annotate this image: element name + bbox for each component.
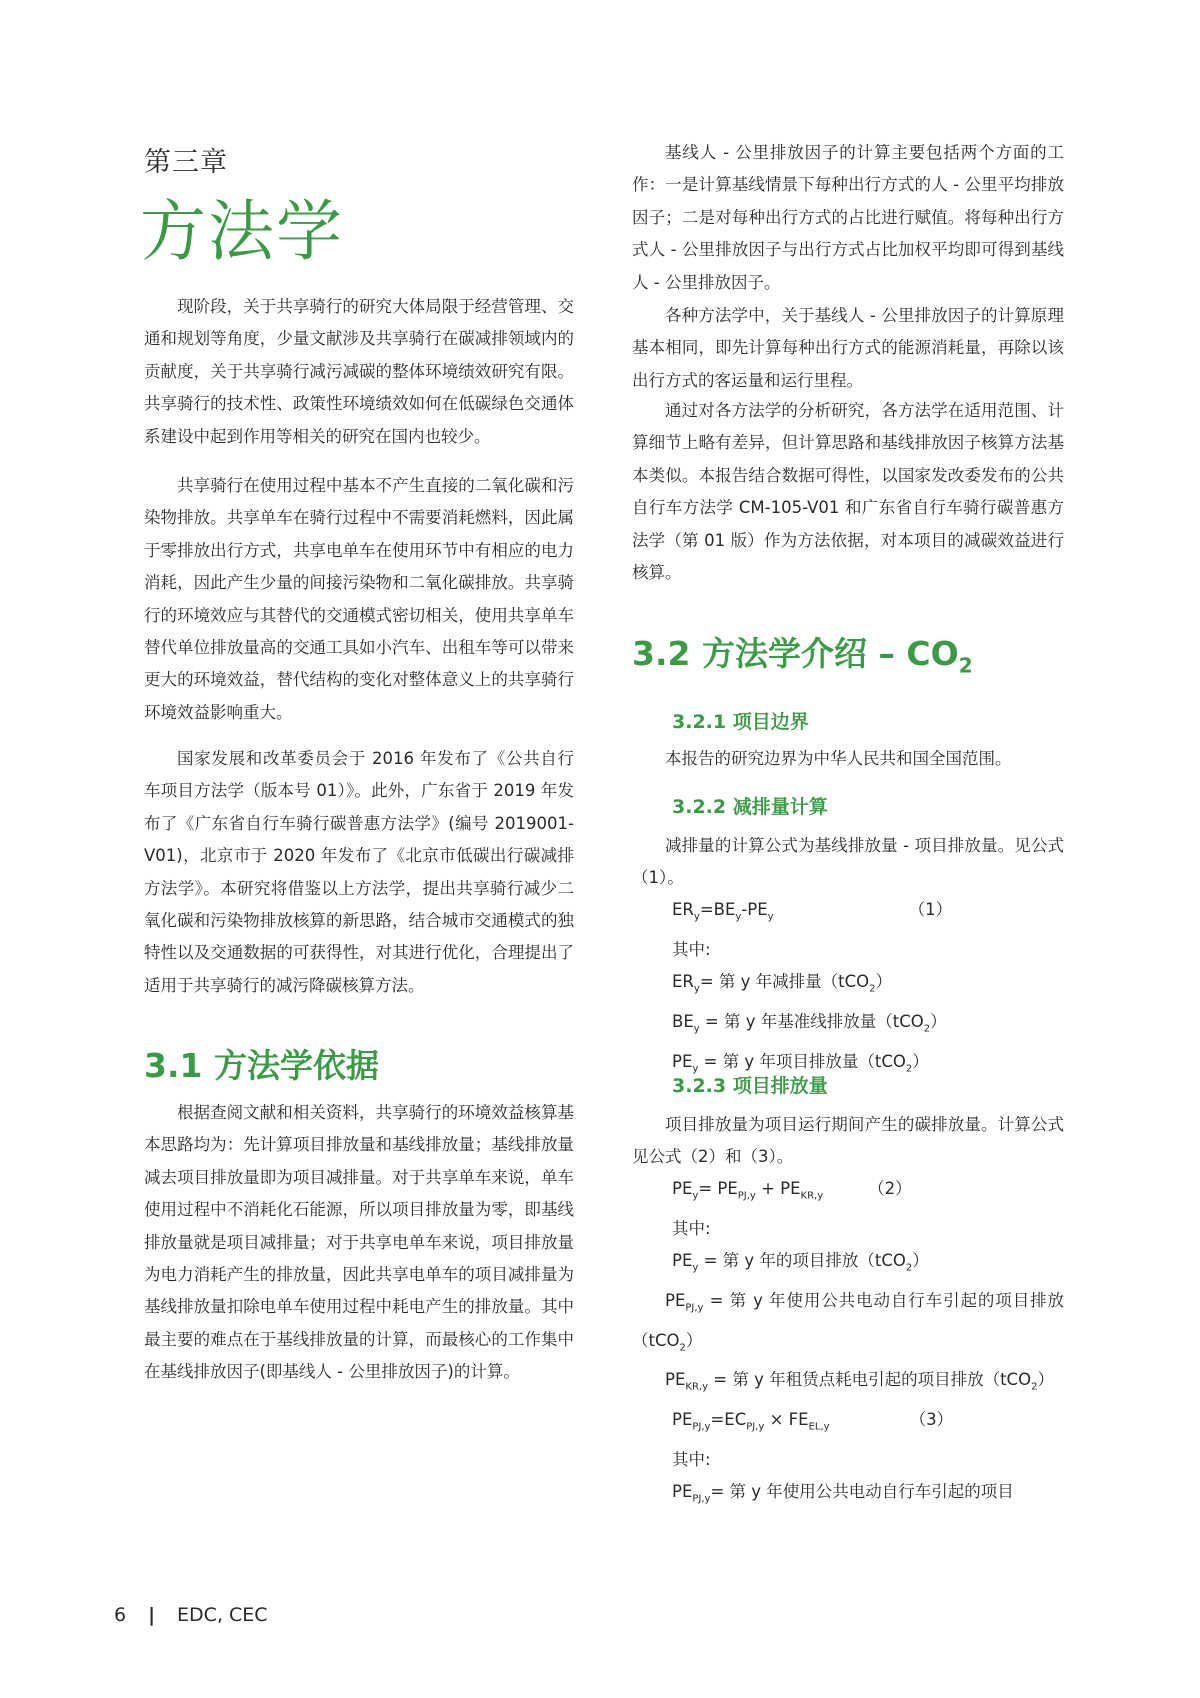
right-paragraph-2: 各种方法学中，关于基线人 - 公里排放因子的计算原理基本相同，即先计算每种出行方式的能源消耗量，再除以该出行方式的客运量和运行里程。 xyxy=(632,306,1064,390)
right-paragraph-1: 基线人 - 公里排放因子的计算主要包括两个方面的工作：一是计算基线情景下每种出行方式的人 - 公里平均排放因子；二是对每种出行方式的占比进行赋值。将每种出行方式人 - 公里排放因子与出行方式占比加权平均即可得到基线人 - 公里排放因子。 xyxy=(632,143,1064,292)
intro-paragraph-3: 国家发展和改革委员会于 2016 年发布了《公共自行车项目方法学（版本号 01）》。此外，广东省于 2019 年发布了《广东省自行车骑行碳普惠方法学》(编号 2019001-V01)，北京市于 2020 年发布了《北京市低碳出行碳减排方法学》。本研究将借鉴以上方法学，提出共享骑行减少二氧化碳和污染物排放核算的新思路，结合城市交通模式的独特性以及交通数据的可获得性，对其进行优化，合理提出了适用于共享骑行的减污降碳核算方法。 xyxy=(144,749,574,995)
section-3-2-1-heading: 3.2.1 项目边界 xyxy=(672,711,809,733)
formula-2-pekr-definition: $PE_{KR,y}$ = 第 y 年租赁点耗电引起的项目排放（tCO$_2$） xyxy=(665,1370,1054,1393)
section-3-2-2-paragraph: 减排量的计算公式为基线排放量 - 项目排放量。见公式（1）。 xyxy=(632,836,1064,888)
right-paragraph-3: 通过对各方法学的分析研究，各方法学在适用范围、计算细节上略有差异，但计算思路和基线排放因子核算方法基本类似。本报告结合数据可得性，以国家发改委发布的公共自行车方法学 CM-105-V01 和广东省自行车骑行碳普惠方法学（第 01 版）作为方法依据，对本项目的减碳效益进行核算。 xyxy=(632,401,1064,583)
section-3-2-heading-text: 3.2 方法学介绍 – CO xyxy=(632,634,959,673)
section-3-2-1-paragraph: 本报告的研究边界为中华人民共和国全国范围。 xyxy=(665,749,1012,768)
footer-separator: | xyxy=(148,1604,156,1626)
section-3-2-2-heading: 3.2.2 减排量计算 xyxy=(672,796,828,818)
page-number: 6 xyxy=(114,1604,127,1626)
page-footer xyxy=(114,1604,268,1626)
section-3-2-heading-subscript: 2 xyxy=(958,653,973,678)
chapter-label: 第三章 xyxy=(144,147,228,178)
section-3-2-3-heading: 3.2.3 项目排放量 xyxy=(672,1075,828,1097)
formula-1-number: （1） xyxy=(908,900,953,919)
intro-paragraph-2: 共享骑行在使用过程中基本不产生直接的二氧化碳和污染物排放。共享单车在骑行过程中不需要消耗燃料，因此属于零排放出行方式，共享电单车在使用环节中有相应的电力消耗，因此产生少量的间接污染物和二氧化碳排放。共享骑行的环境效应与其替代的交通模式密切相关，使用共享单车替代单位排放量高的交通工具如小汽车、出租车等可以带来更大的环境效益，替代结构的变化对整体意义上的共享骑行环境效益影响重大。 xyxy=(144,476,574,722)
formula-3-number: （3） xyxy=(909,1409,954,1429)
chapter-title: 方法学 xyxy=(140,193,344,270)
formula-2-pej-definition: $PE_{PJ,y}$ = 第 y 年使用公共电动自行车引起的项目排放（tCO$_2$） xyxy=(632,1290,1065,1353)
section-3-1-paragraph: 根据查阅文献和相关资料，共享骑行的环境效益核算基本思路均为：先计算项目排放量和基线排放量；基线排放量减去项目排放量即为项目减排量。对于共享单车来说，单车使用过程中不消耗化石能源，所以项目排放量为零，即基线排放量就是项目减排量；对于共享电单车来说，项目排放量为电力消耗产生的排放量，因此共享电单车的项目减排量为基线排放量扣除电单车使用过程中耗电产生的排放量。其中最主要的难点在于基线排放量的计算，而最核心的工作集中在基线排放因子(即基线人 - 公里排放因子)的计算。 xyxy=(144,1103,574,1382)
formula-2-where: 其中: xyxy=(672,1218,711,1238)
formula-2: $PE_y= PE_{PJ,y} + PE_{KR,y}$ （2） xyxy=(632,1173,1064,1213)
formula-1: $ER_y=BE_y-PE_y$ （1） xyxy=(632,894,1064,934)
formula-1-be-definition: $BE_y$ = 第 y 年基准线排放量（tCO$_2$） xyxy=(672,1011,947,1035)
formula-1-block xyxy=(632,894,1064,1085)
section-3-2-heading xyxy=(632,628,1064,678)
footer-organization: EDC, CEC xyxy=(177,1604,268,1626)
formula-1-where: 其中: xyxy=(672,939,711,959)
formula-3-where: 其中: xyxy=(672,1449,711,1469)
section-3-2-3-paragraph: 项目排放量为项目运行期间产生的碳排放量。计算公式见公式（2）和（3）。 xyxy=(632,1115,1064,1167)
formula-3: $PE_{PJ,y}=EC_{PJ,y} \times FE_{EL,y}$ （3） xyxy=(632,1404,1064,1444)
formula-1-pe-definition: $PE_y$ = 第 y 年项目排放量（tCO$_2$） xyxy=(672,1051,929,1074)
section-3-1-heading: 3.1 方法学依据 xyxy=(144,1046,379,1085)
formula-2-number: （2） xyxy=(868,1179,912,1198)
formula-2-block xyxy=(632,1173,1064,1516)
formula-3-pej-definition: $PE_{PJ,y}=$ 第 y 年使用公共电动自行车引起的项目 xyxy=(672,1482,1014,1505)
intro-paragraph-1: 现阶段，关于共享骑行的研究大体局限于经营管理、交通和规划等角度，少量文献涉及共享骑行在碳减排领域内的贡献度，关于共享骑行减污减碳的整体环境绩效研究有限。共享骑行的技术性、政策性环境绩效如何在低碳绿色交通体系建设中起到作用等相关的研究在国内也较少。 xyxy=(144,297,574,446)
formula-1-er-definition: $ER_y=$ 第 y 年减排量（tCO$_2$） xyxy=(672,972,892,995)
formula-2-pe-definition: $PE_y$ = 第 y 年的项目排放（tCO$_2$） xyxy=(672,1251,929,1274)
